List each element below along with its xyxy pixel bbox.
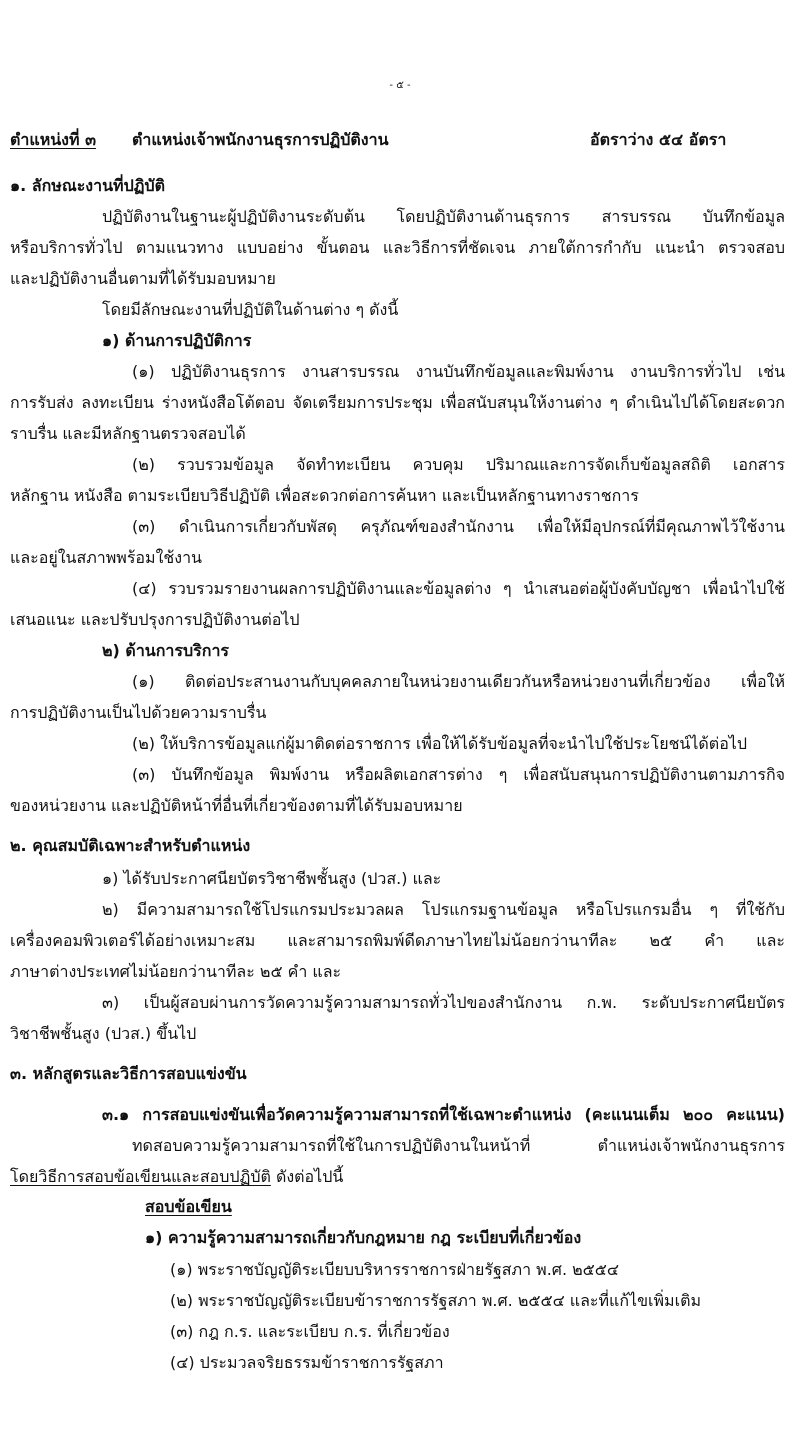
law-item-4: (๔) ประมวลจริยธรรมข้าราชการรัฐสภา	[170, 1353, 444, 1372]
qualification-3-line-1: ๓) เป็นผู้สอบผ่านการวัดความรู้ความสามารถทั่วไปของสำนักงาน ก.พ. ระดับประกาศนียบัตร	[102, 993, 785, 1012]
operations-item-4-line-1: (๔) รวบรวมรายงานผลการปฏิบัติงานและข้อมูลต่าง ๆ นำเสนอต่อผู้บังคับบัญชา เพื่อนำไปใช้	[132, 579, 785, 598]
section-3-1-desc-line-2	[10, 1167, 343, 1187]
section-1-lead: โดยมีลักษณะงานที่ปฏิบัติในด้านต่าง ๆ ดังนี้	[102, 300, 399, 319]
qualification-2-line-2: เครื่องคอมพิวเตอร์ได้อย่างเหมาะสม และสามารถพิมพ์ดีดภาษาไทยไม่น้อยกว่านาทีละ ๒๕ คำ และ	[10, 931, 785, 950]
operations-title: ๑) ด้านการปฏิบัติการ	[102, 331, 252, 350]
section-1-intro-line-2: หรือบริการทั่วไป ตามแนวทาง แบบอย่าง ขั้นตอน และวิธีการที่ชัดเจน ภายใต้การกำกับ แนะนำ ตรวจสอบ	[10, 238, 786, 257]
law-knowledge-title: ๑) ความรู้ความสามารถเกี่ยวกับกฎหมาย กฎ ระเบียบที่เกี่ยวข้อง	[145, 1228, 582, 1247]
operations-item-1-line-2: การรับส่ง ลงทะเบียน ร่างหนังสือโต้ตอบ จัดเตรียมการประชุม เพื่อสนับสนุนให้งานต่าง ๆ ดำเนินไปได้โดยสะดวก	[10, 393, 785, 412]
service-item-1-line-2: การปฏิบัติงานเป็นไปด้วยความราบรื่น	[10, 703, 267, 722]
written-exam-title: สอบข้อเขียน	[145, 1197, 232, 1216]
operations-item-3-line-2: และอยู่ในสภาพพร้อมใช้งาน	[10, 548, 202, 567]
qualification-2-line-3: ภาษาต่างประเทศไม่น้อยกว่านาทีละ ๒๕ คำ และ	[10, 962, 342, 981]
operations-item-1-line-1: (๑) ปฏิบัติงานธุรการ งานสารบรรณ งานบันทึกข้อมูลและพิมพ์งาน งานบริการทั่วไป เช่น	[132, 362, 785, 381]
section-3-title: ๓. หลักสูตรและวิธีการสอบแข่งขัน	[10, 1064, 247, 1083]
operations-item-3-line-1: (๓) ดำเนินการเกี่ยวกับพัสดุ ครุภัณฑ์ของสำนักงาน เพื่อให้มีอุปกรณ์ที่มีคุณภาพไว้ใช้งาน	[132, 517, 785, 536]
qualification-2-line-1: ๒) มีความสามารถใช้โปรแกรมประมวลผล โปรแกรมฐานข้อมูล หรือโปรแกรมอื่น ๆ ที่ใช้กับ	[102, 900, 785, 919]
section-1-intro-line-1: ปฏิบัติงานในฐานะผู้ปฏิบัติงานระดับต้น โดยปฏิบัติงานด้านธุรการ สารบรรณ บันทึกข้อมูล	[102, 207, 785, 226]
qualification-1: ๑) ได้รับประกาศนียบัตรวิชาชีพชั้นสูง (ปวส.) และ	[102, 869, 442, 888]
vacancy-count: อัตราว่าง ๕๔ อัตรา	[590, 130, 727, 149]
section-3-1-title: ๓.๑ การสอบแข่งขันเพื่อวัดความรู้ความสามารถที่ใช้เฉพาะตำแหน่ง (คะแนนเต็ม ๒๐๐ คะแนน)	[102, 1105, 785, 1124]
qualification-3-line-2: วิชาชีพชั้นสูง (ปวส.) ขึ้นไป	[10, 1024, 197, 1043]
section-1-title: ๑. ลักษณะงานที่ปฏิบัติ	[10, 176, 166, 195]
exam-method: โดยวิธีการสอบข้อเขียนและสอบปฏิบัติ	[10, 1167, 271, 1186]
service-item-3-line-1: (๓) บันทึกข้อมูล พิมพ์งาน หรือผลิตเอกสารต่าง ๆ เพื่อสนับสนุนการปฏิบัติงานตามภารกิจ	[132, 765, 785, 784]
page-number: - ๕ -	[389, 80, 411, 91]
operations-item-2-line-2: หลักฐาน หนังสือ ตามระเบียบวิธีปฏิบัติ เพื่อสะดวกต่อการค้นหา และเป็นหลักฐานทางราชการ	[10, 486, 639, 505]
law-item-1: (๑) พระราชบัญญัติระเบียบบริหารราชการฝ่ายรัฐสภา พ.ศ. ๒๕๕๔	[170, 1260, 620, 1279]
exam-method-suffix: ดังต่อไปนี้	[270, 1167, 344, 1186]
operations-item-4-line-2: เสนอแนะ และปรับปรุงการปฏิบัติงานต่อไป	[10, 610, 300, 629]
section-3-1-desc-line-1: ทดสอบความรู้ความสามารถที่ใช้ในการปฏิบัติงานในหน้าที่ ตำแหน่งเจ้าพนักงานธุรการ	[132, 1136, 785, 1155]
service-item-2: (๒) ให้บริการข้อมูลแก่ผู้มาติดต่อราชการ เพื่อให้ได้รับข้อมูลที่จะนำไปใช้ประโยชน์ได้ต่อไป	[132, 734, 747, 753]
operations-item-1-line-3: ราบรื่น และมีหลักฐานตรวจสอบได้	[10, 424, 246, 443]
section-1-intro-line-3: และปฏิบัติงานอื่นตามที่ได้รับมอบหมาย	[10, 269, 276, 288]
service-item-3-line-2: ของหน่วยงาน และปฏิบัติหน้าที่อื่นที่เกี่ยวข้องตามที่ได้รับมอบหมาย	[10, 796, 463, 815]
section-2-title: ๒. คุณสมบัติเฉพาะสำหรับตำแหน่ง	[10, 836, 251, 855]
law-item-3: (๓) กฎ ก.ร. และระเบียบ ก.ร. ที่เกี่ยวข้อง	[170, 1322, 450, 1341]
law-item-2: (๒) พระราชบัญญัติระเบียบข้าราชการรัฐสภา พ.ศ. ๒๕๕๔ และที่แก้ไขเพิ่มเติม	[170, 1291, 702, 1310]
operations-item-2-line-1: (๒) รวบรวมข้อมูล จัดทำทะเบียน ควบคุม ปริมาณและการจัดเก็บข้อมูลสถิติ เอกสาร	[132, 455, 785, 474]
position-number: ตำแหน่งที่ ๓	[10, 130, 97, 149]
position-title: ตำแหน่งเจ้าพนักงานธุรการปฏิบัติงาน	[132, 130, 389, 149]
service-title: ๒) ด้านการบริการ	[102, 641, 230, 660]
service-item-1-line-1: (๑) ติดต่อประสานงานกับบุคคลภายในหน่วยงานเดียวกันหรือหน่วยงานที่เกี่ยวข้อง เพื่อให้	[132, 672, 785, 691]
